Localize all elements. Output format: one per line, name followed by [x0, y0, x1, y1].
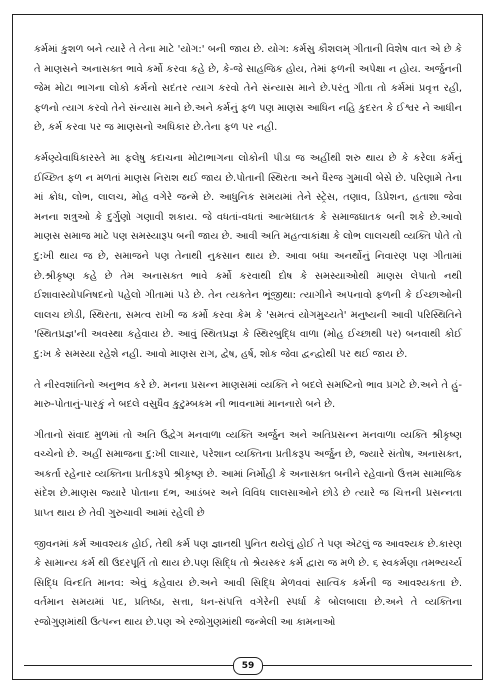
paragraph-1	[34, 40, 462, 138]
page-number: 59	[233, 657, 263, 675]
paragraph-text: જીવનમાં કર્મ આવશ્યક હોઈ, તેથી કર્મ પણ જ્ઞાનથી પુનિત થયેલું હોઈ તે પણ એટલું જ આવશ્યક છે.કારણ કે સામાન્ય કર્મ થી ઉદરપૂર્તિ તો થાય છે.પણ સિદ્ધિ તો શ્રેયસ્કર કર્મ દ્વારા જ મળે છે. ૬ સ્વકર્મણા તમભ્યર્ચ્ય સિદ્ધિ વિન્દતિ માનવ: એવું કહેવાય છે.અને આવી સિદ્ધિ મેળવવાં સાત્વિક કર્મની જ આવશ્યકતા છે. વર્તમાન સમયમાં પદ, પ્રતિષ્ઠા, સત્તા, ધન-સંપત્તિ વગેરેની સ્પર્ધા કે બોલબાલા છે.અને તે વ્યક્તિના રજોગુણમાંથી ઉત્પન્ન થાય છે.પણ એ રજોગુણમાંથી જન્મેલી આ કામનાઓ	[34, 538, 462, 629]
paragraph-text: ગીતાનો સંવાદ મુળમાં તો અતિ ઉદ્વેગ મનવાળા વ્યક્તિ અર્જુન અને અતિપ્રસન્ન મનવાળા વ્યક્તિ શ્રીકૃષ્ણ વચ્ચેનો છે. અહીં સમાજના દુ:ખી લાચાર, પરેશાન વ્યક્તિના પ્રતીકરૂપ અર્જુન છે, જ્યારે સંતોષ, અનાસક્ત, અકર્તા રહેનાર વ્યક્તિના પ્રતીકરૂપે શ્રીકૃષ્ણ છે. આમાં નિર્મોહી કે અનાસક્ત બનીને રહેવાનો ઉત્તમ સામાજિક સંદેશ છે.માણસ જ્યારે પોતાના દંભ, આડંબર અને વિવિધ લાલસાઓને છોડે છે ત્યારે જ ચિત્તની પ્રસન્નતા પ્રાપ્ત થાય છે તેવી ગુરુચાવી આમાં રહેલી છે	[34, 429, 462, 520]
paragraph-3	[34, 376, 462, 415]
page-footer	[0, 655, 496, 675]
paragraph-text: તે નીરવશાંતિનો અનુભવ કરે છે. મનના પ્રસન્ન માણસમાં વ્યક્તિ ને બદલે સમષ્ટિનો ભાવ પ્રગટે છે.અને તે હું-મારુ-પોતાનું-પારકું ને બદલે વસુધૈવ કુટુમ્બકમ ની ભાવનામાં માનનારો બને છે.	[34, 379, 462, 411]
paragraph-5	[34, 535, 462, 633]
page-body	[34, 40, 462, 644]
paragraph-2	[34, 149, 462, 365]
paragraph-text: કર્મણ્યેવાધિકારસ્તે મા ફલેષુ કદાચન। મોટાભાગના લોકોની પીડા જ અહીંથી શરુ થાય છે કે કરેલા કર્મનું ઈચ્છિત ફળ ન મળતાં માણસ નિરાશ થઈ જાય છે.પોતાની સ્થિરતા અને ધૈરજ ગુમાવી બેસે છે. પરિણામે તેના માં ક્રોધ, લોભ, લાલચ, મોહ વગેરે જન્મે છે. આધુનિક સમયમાં તેને સ્ટ્રેસ, તણાવ, ડિપ્રેશન, હતાશા જેવા મનના શત્રુઓ કે દુર્ગુણો ગણાવી શકાય. જે વધતાં-વધતાં આત્મઘાતક કે સમાજઘાતક બની શકે છે.આવો માણસ સમાજ માટે પણ સમસ્યારૂપ બની જાય છે. આવી અતિ મહત્વાકાંક્ષા કે લોભ લાલચથી વ્યક્તિ પોતે તો દુ:ખી થાય જ છે, સમાજને પણ તેનાથી નુકસાન થાય છે. આવા બધા અનર્થોનું નિવારણ પણ ગીતામાં છે.શ્રીકૃષ્ણ કહે છે તેમ અનાસક્ત ભાવે કર્મો કરવાથી દોષ કે સમસ્યાઓથી માણસ લેપાતો નથી ઈશાવાસ્યોપનિષદનો પહેલો ગીતામાં પડે છે. તેન ત્યક્તેન ભૂંજીથા: ત્યાગીને અપનાવો ફળની કે ઈચ્છાઓની લાલચ છોડી, સ્થિરતા, સમત્વ રાખી જ કર્મો કરવા કેમ કે 'સમત્વં યોગમુચ્યતે' મનુષ્યની આવી પરિસ્થિતિને 'સ્થિતપ્રજ્ઞ'ની અવસ્થા કહેવાય છે. આવું સ્થિતપ્રજ્ઞ કે સ્થિરબુદ્ધિ વાળા (મોહ ઈચ્છાથી પર) બનવાથી કોઈ દુ:ખ કે સમસ્યા રહેશે નહી. આવો માણસ રાગ, દ્વેષ, હર્ષ, શોક જેવા દ્વન્દ્વોથી પર થઈ જાય છે.	[34, 152, 462, 360]
paragraph-text: કર્મમાં કુશળ બને ત્યારે તે તેના માટે 'યોગ:' બની જાય છે. યોગ: કર્મસુ કૌશલમ્ ગીતાની વિશેષ વાત એ છે કે તે માણસને અનાસક્ત ભાવે કર્મો કરવા કહે છે, કે-જે સાહજિક હોય, તેમાં ફળની અપેક્ષા ન હોય. અર્જુનની જેમ મોટા ભાગના લોકો કર્મનો સદંતર ત્યાગ કરવો તેને સંન્યાસ માને છે.પરંતુ ગીતા તો કર્મમાં પ્રવૃત્ત રહી, ફળનો ત્યાગ કરવો તેને સંન્યાસ માને છે.અને કર્મનું ફળ પણ માણસ આધિન નહિ કુદરત કે ઈશ્વર ને આધીન છે, કર્મ કરવા પર જ માણસનો અધિકાર છે.તેના ફળ પર નહી.	[34, 44, 462, 134]
paragraph-4	[34, 426, 462, 524]
